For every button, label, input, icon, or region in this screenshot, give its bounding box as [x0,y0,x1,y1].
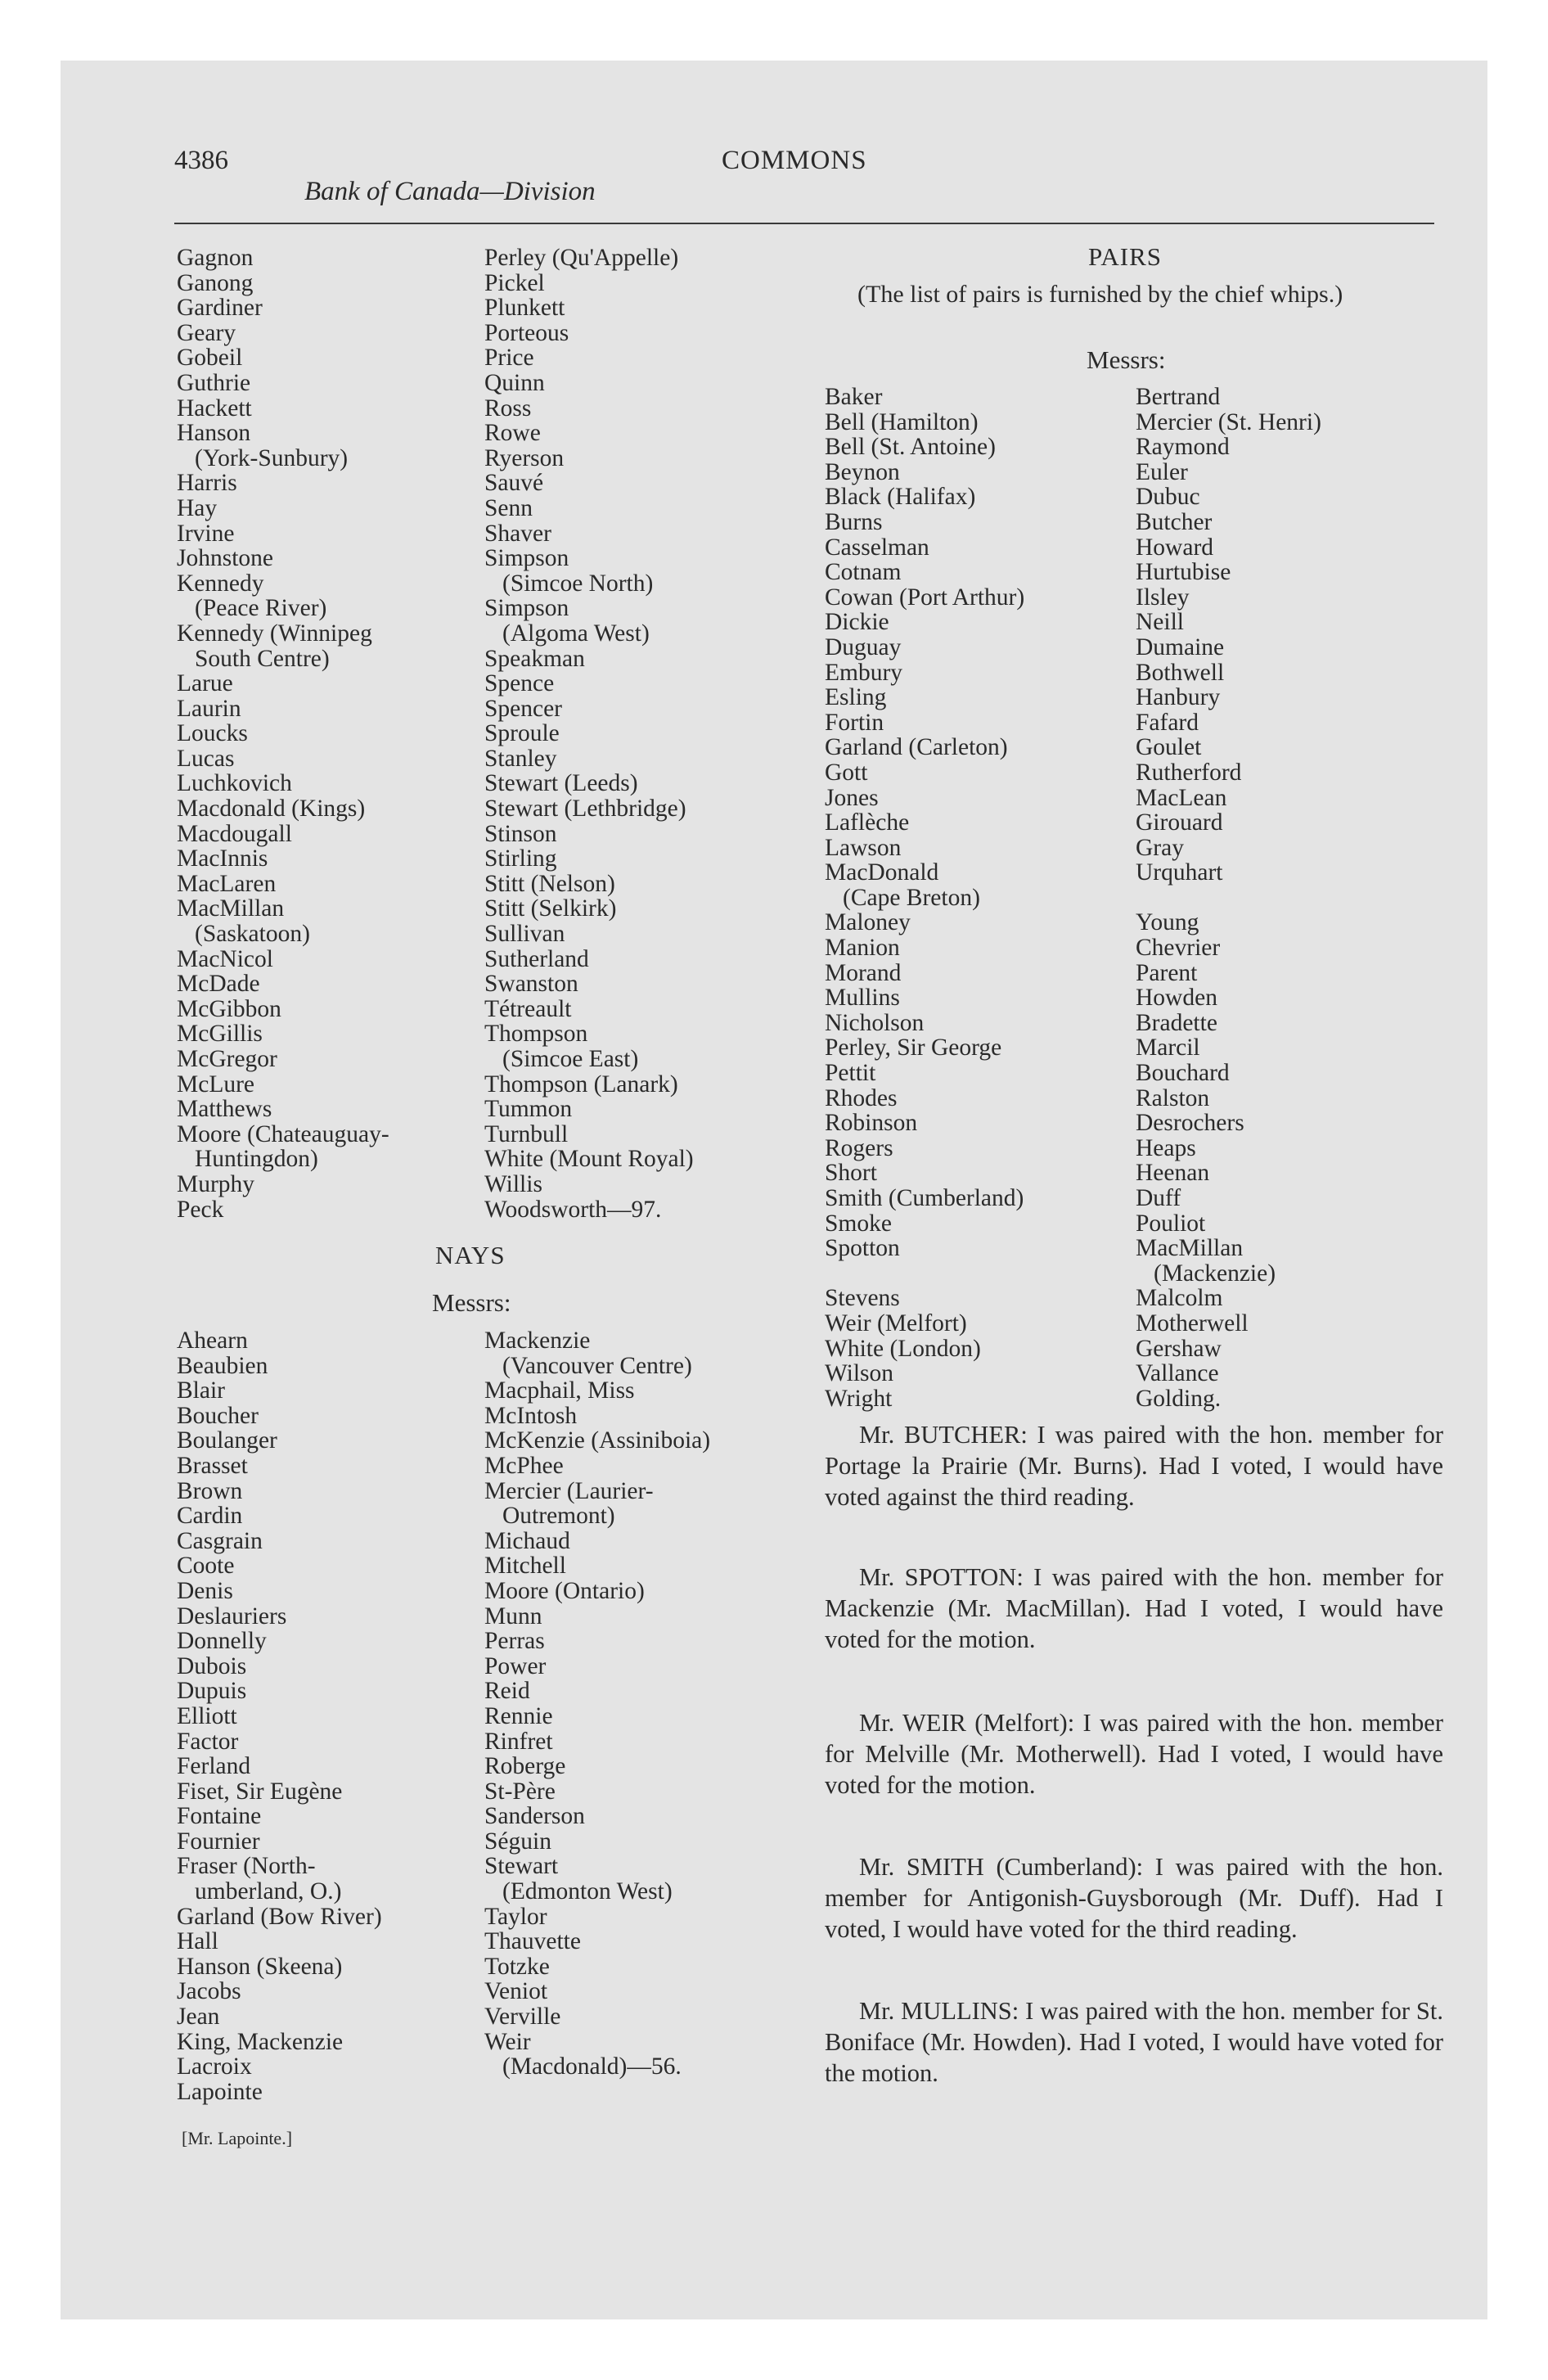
member-name: Cotnam [825,559,902,586]
member-name: Robinson [825,1110,918,1137]
member-name: Casselman [825,534,929,561]
member-name: Goulet [1136,734,1202,761]
member-name: Bradette [1136,1009,1217,1036]
member-name: Senn [484,494,533,521]
member-name: McKenzie (Assiniboia) [484,1427,711,1454]
member-name: MacLaren [177,870,277,897]
member-name: Cowan (Port Arthur) [825,584,1025,611]
member-name: Irvine [177,520,235,547]
member-name: Dupuis [177,1678,247,1705]
member-name: Lacroix [177,2053,252,2080]
member-name: Dubuc [1136,484,1200,511]
member-name: Euler [1136,458,1188,485]
member-name: Verville [484,2004,561,2031]
member-name: Bertrand [1136,384,1221,410]
yeas-column-1 [177,246,389,1222]
member-name: Casgrain [177,1527,263,1554]
member-name: Esling [825,684,887,711]
member-name: (Mackenzie) [1154,1260,1276,1287]
member-name: Stirling [484,845,557,872]
member-name: Young [1136,909,1199,936]
member-name: Golding. [1136,1385,1222,1412]
member-name: Marcil [1136,1034,1200,1062]
member-name: Wilson [825,1360,894,1387]
member-name: McGibbon [177,995,281,1022]
statement-smith: Mr. SMITH (Cumberland): I was paired with the hon. member for Antigonish-Guysborough (Mr. Duff). Had I voted, I would have voted for the third reading. [825,1853,1443,1943]
member-name: MacDonald [825,859,939,886]
member-name: Rennie [484,1702,553,1729]
member-name: Totzke [484,1953,550,1980]
member-name: Plunkett [484,295,565,322]
member-name: Spence [484,670,555,697]
member-name: (Macdonald)—56. [502,2053,682,2080]
nays-column-2 [484,1328,710,2080]
member-name: Beaubien [177,1352,268,1379]
member-name: Rogers [825,1134,893,1161]
member-name: McGregor [177,1046,277,1072]
member-name: Fiset, Sir Eugène [177,1778,343,1805]
member-name: Fraser (North- [177,1853,316,1880]
member-name: White (Mount Royal) [484,1146,694,1173]
member-name: MacLean [1136,784,1227,811]
member-name: Hall [177,1928,218,1955]
member-name: Macdougall [177,820,292,847]
member-name: Huntingdon) [195,1146,318,1173]
member-name: Maloney [825,909,911,936]
member-name: Gott [825,759,868,786]
member-name: Sproule [484,720,560,747]
member-name: Smoke [825,1210,892,1237]
member-name: Roberge [484,1753,566,1780]
member-name: (Cape Breton) [843,884,980,911]
member-name: Bothwell [1136,659,1225,686]
chamber-title: COMMONS [722,146,867,175]
member-name: Porteous [484,319,569,346]
member-name: Thompson [484,1021,588,1048]
member-name: Macphail, Miss [484,1377,635,1404]
member-name: Hay [177,494,218,521]
member-name: Mackenzie [484,1327,591,1354]
member-name: Burns [825,508,883,535]
member-name: Munn [484,1602,542,1629]
member-name: Jacobs [177,1978,241,2005]
member-name: Dumaine [1136,633,1225,660]
member-name: Simpson [484,595,569,622]
member-name: McIntosh [484,1402,578,1429]
member-name: Denis [177,1577,233,1604]
member-name: (Vancouver Centre) [502,1352,692,1379]
yeas-column-2 [484,246,694,1222]
member-name: Stewart [484,1853,559,1880]
member-name: Rhodes [825,1084,898,1111]
member-name: Deslauriers [177,1602,287,1629]
member-name: Willis [484,1170,542,1197]
member-name: Spotton [825,1235,900,1262]
member-name: Stinson [484,820,557,847]
member-name: Dickie [825,609,889,636]
member-name: Pettit [825,1060,876,1087]
member-name: Turnbull [484,1120,569,1147]
member-name: Stewart (Lethbridge) [484,796,686,823]
member-name: Michaud [484,1527,570,1554]
member-name: Tétreault [484,995,572,1022]
member-name: Kennedy [177,570,264,597]
member-name: Bouchard [1136,1060,1230,1087]
member-name: (Edmonton West) [502,1878,673,1905]
member-name: Shaver [484,520,551,547]
member-name: Ahearn [177,1327,248,1354]
member-name: Weir [484,2028,531,2055]
member-name: Guthrie [177,369,251,396]
member-name: St-Père [484,1778,556,1805]
member-name: Heenan [1136,1160,1210,1187]
member-name: Elliott [177,1702,237,1729]
member-name: Chevrier [1136,935,1221,962]
member-name: Reid [484,1678,530,1705]
member-name: Hanson [177,420,251,447]
member-name: Short [825,1160,877,1187]
member-name: Quinn [484,369,545,396]
member-name: Ralston [1136,1084,1210,1111]
member-name: Stewart (Leeds) [484,770,638,797]
member-name: Black (Halifax) [825,484,976,511]
member-name: Jones [825,784,879,811]
member-name: Urquhart [1136,859,1223,886]
member-name: Mercier (Laurier- [484,1477,654,1504]
statement-butcher: Mr. BUTCHER: I was paired with the hon. member for Portage la Prairie (Mr. Burns). Had I voted, I would have voted against the third reading. [825,1421,1443,1511]
member-name: umberland, O.) [195,1878,342,1905]
member-name: Fortin [825,709,884,736]
member-name: Taylor [484,1903,547,1930]
member-name: Gobeil [177,345,243,372]
member-name: Hurtubise [1136,559,1231,586]
member-name: Ilsley [1136,584,1190,611]
member-name: Price [484,345,534,372]
member-name: Ganong [177,269,254,296]
member-name: Bell (St. Antoine) [825,434,996,461]
member-name: Power [484,1652,547,1679]
member-name: Fafard [1136,709,1199,736]
section-title: Bank of Canada—Division [304,177,596,206]
member-name: Howard [1136,534,1214,561]
member-name: South Centre) [195,645,330,672]
member-name: Boulanger [177,1427,277,1454]
statement-spotton: Mr. SPOTTON: I was paired with the hon. member for Mackenzie (Mr. MacMillan). Had I voted, I would have voted for the motion. [825,1563,1443,1653]
member-name: Sauvé [484,470,544,497]
member-name: McGillis [177,1021,263,1048]
member-name: Thauvette [484,1928,581,1955]
pairs-column-1 [825,385,1024,1411]
member-name: Rinfret [484,1728,553,1755]
member-name: Rutherford [1136,759,1242,786]
member-name: Brasset [177,1452,248,1479]
statement-mullins: Mr. MULLINS: I was paired with the hon. member for St. Boniface (Mr. Howden). Had I voted, I would have voted for the motion. [825,1997,1443,2087]
member-name: Embury [825,659,903,686]
member-name: Lucas [177,745,235,772]
member-name: Harris [177,470,237,497]
member-name: Girouard [1136,809,1223,836]
member-name: Howden [1136,985,1217,1012]
member-name: Pickel [484,269,545,296]
member-name: Morand [825,959,902,986]
member-name: Simpson [484,545,569,572]
member-name: MacMillan [1136,1235,1244,1262]
member-name: (Saskatoon) [195,921,310,948]
member-name: Heaps [1136,1134,1196,1161]
member-name: McPhee [484,1452,564,1479]
member-name: Boucher [177,1402,259,1429]
member-name: Stitt (Nelson) [484,870,615,897]
member-name: Gershaw [1136,1335,1222,1362]
pairs-note: (The list of pairs is furnished by the chief whips.) [857,281,1343,308]
member-name: MacInnis [177,845,268,872]
member-name: Wright [825,1385,893,1412]
member-name: Tummon [484,1096,573,1123]
nays-column-1 [177,1328,382,2104]
member-name: Perras [484,1628,545,1655]
member-name: Fontaine [177,1803,262,1830]
member-name: Gray [1136,834,1184,861]
speaker-footer: [Mr. Lapointe.] [182,2128,293,2148]
member-name: Hanson (Skeena) [177,1953,343,1980]
member-name: (Simcoe North) [502,570,654,597]
member-name: Laflèche [825,809,910,836]
member-name: Malcolm [1136,1285,1223,1312]
member-name: Raymond [1136,434,1230,461]
member-name: Moore (Chateauguay- [177,1120,389,1147]
member-name: Duguay [825,633,902,660]
member-name: Motherwell [1136,1309,1249,1336]
member-name: Factor [177,1728,239,1755]
member-name: Geary [177,319,236,346]
member-name: McLure [177,1071,255,1098]
member-name: Larue [177,670,233,697]
member-name: Butcher [1136,508,1213,535]
member-name: Parent [1136,959,1198,986]
member-name: Beynon [825,458,900,485]
member-name: Baker [825,384,883,410]
member-name: Dubois [177,1652,247,1679]
member-name: Neill [1136,609,1184,636]
member-name: Macdonald (Kings) [177,796,366,823]
member-name: Stanley [484,745,557,772]
member-name: Matthews [177,1096,272,1123]
member-name: Fournier [177,1828,260,1855]
nays-messrs: Messrs: [432,1288,511,1317]
member-name: Nicholson [825,1009,925,1036]
member-name: Rowe [484,420,541,447]
member-name: White (London) [825,1335,981,1362]
member-name: Sutherland [484,945,589,972]
member-name: Vallance [1136,1360,1219,1387]
member-name: Smith (Cumberland) [825,1185,1024,1211]
member-name: Coote [177,1553,235,1580]
member-name: Mercier (St. Henri) [1136,408,1321,435]
member-name: Swanston [484,971,578,998]
member-name: Séguin [484,1828,551,1855]
member-name: Garland (Bow River) [177,1903,382,1930]
member-name: Sanderson [484,1803,585,1830]
member-name: Stitt (Selkirk) [484,895,617,922]
member-name: Woodsworth—97. [484,1196,662,1223]
member-name: Desrochers [1136,1110,1244,1137]
page-number: 4386 [174,146,228,175]
member-name: Outremont) [502,1503,615,1530]
member-name: Bell (Hamilton) [825,408,979,435]
member-name: Cardin [177,1503,243,1530]
member-name: (Peace River) [195,595,327,622]
nays-title: NAYS [435,1241,506,1269]
member-name: Brown [177,1477,243,1504]
member-name: Lawson [825,834,902,861]
member-name: Stevens [825,1285,900,1312]
member-name: Mitchell [484,1553,566,1580]
pairs-column-2 [1136,385,1321,1411]
member-name: Speakman [484,645,585,672]
member-name: Moore (Ontario) [484,1577,645,1604]
member-name: Blair [177,1377,225,1404]
member-name: Lapointe [177,2078,263,2105]
member-name: Weir (Melfort) [825,1309,967,1336]
member-name: (Algoma West) [502,620,650,647]
member-name: Sullivan [484,921,565,948]
member-name: Garland (Carleton) [825,734,1008,761]
statement-weir: Mr. WEIR (Melfort): I was paired with the hon. member for Melville (Mr. Motherwell). Had I voted, I would have voted for the motion. [825,1709,1443,1799]
member-name: Murphy [177,1170,255,1197]
member-name: Manion [825,935,900,962]
member-name: Jean [177,2004,220,2031]
member-name: MacMillan [177,895,285,922]
member-name: Spencer [484,695,563,722]
member-name: Johnstone [177,545,273,572]
member-name: Gagnon [177,245,254,271]
member-name: Pouliot [1136,1210,1206,1237]
member-name: Peck [177,1196,224,1223]
member-name: Hanbury [1136,684,1221,711]
member-name: Thompson (Lanark) [484,1071,678,1098]
member-name: Gardiner [177,295,263,322]
member-name: Duff [1136,1185,1181,1211]
member-name: Ross [484,394,532,421]
member-name [825,1261,1024,1287]
member-name: Hackett [177,394,252,421]
member-name: Ryerson [484,444,565,471]
member-name: Donnelly [177,1628,267,1655]
member-name: Loucks [177,720,248,747]
member-name: (York-Sunbury) [195,444,349,471]
member-name: Veniot [484,1978,548,2005]
pairs-title: PAIRS [1088,242,1163,271]
member-name [1136,886,1321,911]
member-name: Perley (Qu'Appelle) [484,245,679,271]
member-name: Kennedy (Winnipeg [177,620,372,647]
member-name: King, Mackenzie [177,2028,344,2055]
member-name: Ferland [177,1753,251,1780]
header-rule [174,223,1434,224]
member-name: Luchkovich [177,770,292,797]
pairs-messrs: Messrs: [1087,345,1166,374]
member-name: McDade [177,971,260,998]
member-name: Mullins [825,985,900,1012]
member-name: Laurin [177,695,241,722]
member-name: Perley, Sir George [825,1034,1002,1062]
member-name: (Simcoe East) [502,1046,639,1072]
member-name: MacNicol [177,945,273,972]
